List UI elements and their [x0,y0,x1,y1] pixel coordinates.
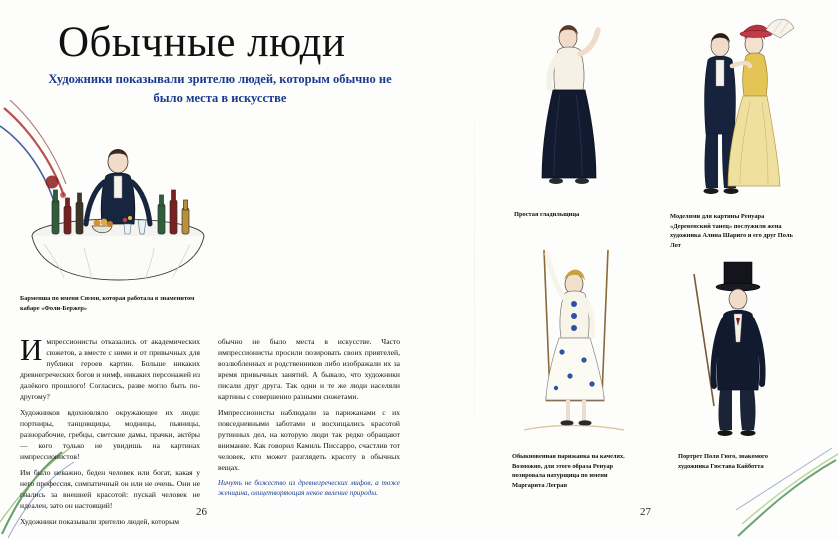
figure-caption-woman-on-swing: Обыкновенная парижанка на качелях. Возможно, для этого образа Ренуар позировала натурщица по имени Маргарита Легран [512,453,625,489]
woman-on-swing-illustration [512,248,638,443]
dancing-couple-illustration [670,8,800,208]
drop-cap: И [20,332,43,367]
page-number-right: 27 [640,506,651,518]
man-portrait-illustration [674,256,794,446]
paragraph-5: обычно не было места в искусстве. Часто импрессионисты просили позировать своих приятелей, возлюбленных и родственников либо изображали их за время привычных занятий. А бывало, что художники писали друг друга. Так одни и те же люди населяли картины с совершенно разными сюжетами. [218,337,400,401]
barmaid-illustration [14,128,224,288]
body-column-1 [20,332,200,532]
figure-caption-barmaid: Барменша по имени Сюзон, которая работала в знаменитом кабаре «Фоли-Бержер» [20,295,195,312]
paragraph-1-text: мпрессионисты отказались от академических сюжетов, а вместе с ними и от привычных для публики героев картин. Больше никаких древнегреческих богов и нимф, никаких персонажей из далёкого прошлого! Согласись, разве могло быть по-другому? [20,337,200,401]
footnote-text: Ничуть не божество из древнегреческих мифов, а тоже женщина, олицетворяющая некое явление природы. [218,479,400,498]
laundress-illustration [514,10,624,205]
paragraph-with-dropcap [20,332,200,402]
page-number-left: 26 [196,506,207,518]
figure-caption-man-portrait: Портрет Поля Гюго, знакомого художника Гюстава Кайботта [678,453,768,470]
page-title: Обычные люди [58,19,346,66]
page-subtitle: Художники показывали зрителю людей, которым обычно не было места в искусстве [48,72,392,106]
paragraph-6: Импрессионисты наблюдали за парижанами с их повседневными заботами и восхищались красотой рутинных дел, на которую люди так редко обращают внимание. Как говорил Камиль Писсарро, счастлив тот человек, кто может разглядеть красоту в обычных вещах. [218,408,400,472]
paragraph-2: Художников вдохновляло окружающее их люди: портниры, танцовщицы, модницы, пьяницы, разнорабочие, гребцы, светские дамы, прачки, актёры — кого только не увидишь на картинах импрессионистов! [20,408,200,461]
paragraph-4: Художники показывали зрителю людей, которым [20,517,180,526]
figure-caption-laundress: Простая гладильщица [514,211,580,218]
body-column-2 [218,336,400,504]
right-page [474,0,838,540]
figure-caption-dancing-couple: Моделями для картины Ренуара «Деревенский танец» послужили жена художника Алина Шариго и его друг Поль Лот [670,213,793,249]
paragraph-3: Им было неважно, беден человек или богат, какая у него профессия, симпатичный он или не очень. Они не гнались за внешней красотой: пускай человек не идеален, зато он настоящий! [20,468,200,510]
